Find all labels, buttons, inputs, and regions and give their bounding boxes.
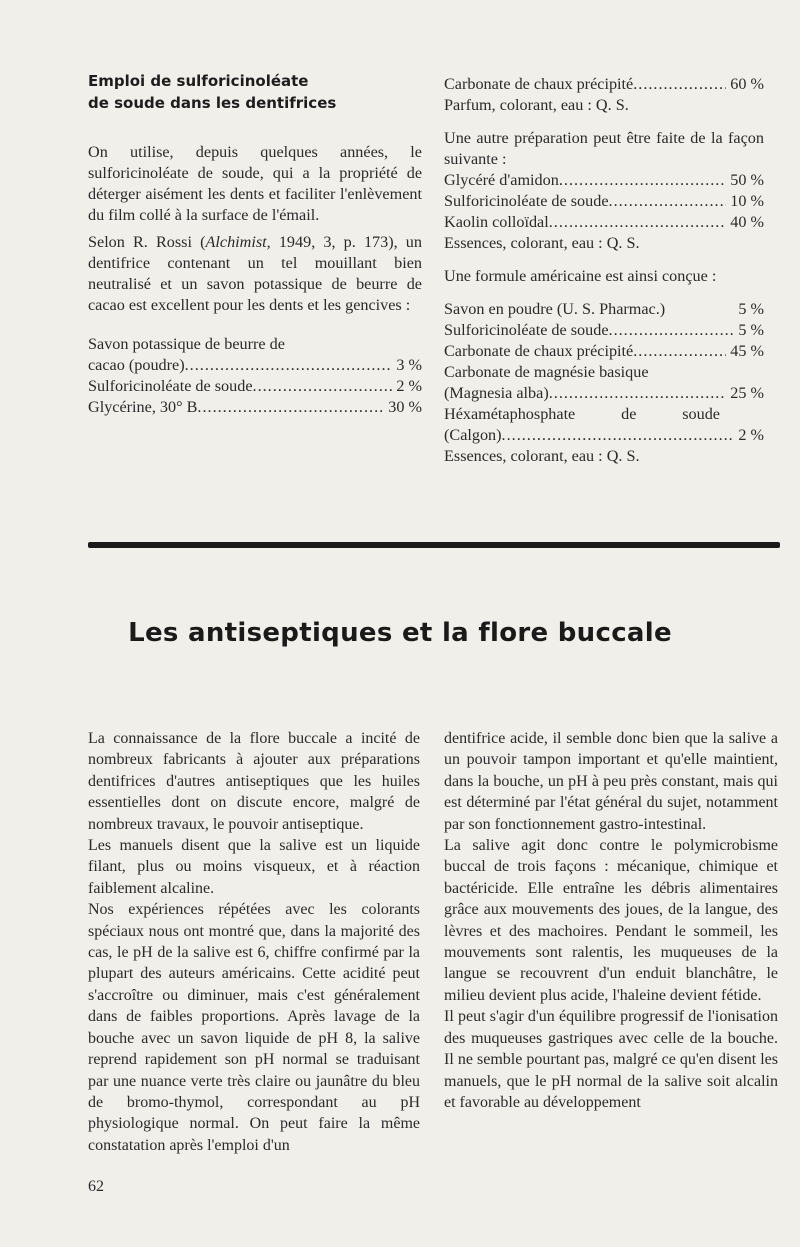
paragraph: Il peut s'agir d'un équilibre progressif de l'ionisation des muqueuses gastriques avec celle de la bouche. Il ne semble pourtant pas, malgré ce qu'en disent les manuels, que le pH normal de la salive soit alcalin et favorable au développement (444, 1008, 778, 1111)
formula-list (444, 299, 764, 362)
formula-ingredient: Sulforicinoléate de soude (444, 321, 609, 339)
formula-line: Essences, colorant, eau : Q. S. (444, 447, 640, 465)
formula-row (444, 170, 764, 191)
formula-ingredient: Savon en poudre (U. S. Pharmac.) (444, 300, 666, 318)
formula-row (88, 376, 422, 397)
formula-ingredient: cacao (poudre) (88, 356, 185, 374)
formula-line: Essences, colorant, eau : Q. S. (444, 234, 640, 252)
leader-dots (633, 74, 726, 95)
formula-line: Carbonate de magnésie basique (444, 363, 649, 381)
formula-amount: 3 % (396, 356, 422, 374)
paragraph: Les manuels disent que la salive est un liquide filant, plus ou moins visqueux, et à réaction faiblement alcaline. (88, 837, 420, 897)
leader-dots (185, 355, 393, 376)
paragraph: On utilise, depuis quelques années, le sulforicinoléate de soude, qui a la propriété de déterger aisément les dents et faciliter l'enlèvement du film collé à la surface de l'émail. (88, 143, 422, 224)
paragraph: La salive agit donc contre le polymicrobisme buccal de trois façons : mécanique, chimique et bactéricide. Elle entraîne les débris alimentaires grâce aux mouvements des joues, de la langue, des lèvres et des machoires. Pendant le sommeil, les mouvements sont ralentis, les muqueuses de la langue se recouvrent d'un enduit blanchâtre, le milieu devient plus acide, l'haleine devient fétide. (444, 837, 778, 1004)
formula-amount: 2 % (738, 426, 764, 444)
paragraph: Une autre préparation peut être faite de la façon suivante : (444, 129, 764, 168)
formula-row (444, 425, 764, 446)
formula-amount: 5 % (738, 300, 764, 318)
formula-ingredient: Sulforicinoléate de soude (88, 377, 253, 395)
citation-suffix: 1949, 3, p. 173), un dentifrice contenant un tel mouillant bien neutralisé et un savon potassique de beurre de cacao est excellent pour les dents et les gencives : (88, 233, 422, 314)
formula-word: soude (682, 405, 720, 423)
formula-ingredient: (Calgon) (444, 426, 502, 444)
section-divider (88, 542, 780, 548)
top-right-column (444, 74, 764, 467)
formula-line (444, 404, 764, 425)
paragraph: La connaissance de la flore buccale a incité de nombreux fabricants à ajouter aux préparations dentifrices d'autres antiseptiques que les huiles essentielles dont on discute encore, malgré de nombreux travaux, le pouvoir antiseptique. (88, 730, 420, 833)
formula-word: Héxamétaphosphate (444, 405, 576, 423)
leader-dots (253, 376, 393, 397)
formula-ingredient: Carbonate de chaux précipité (444, 342, 634, 360)
bottom-right-column (444, 728, 778, 1113)
formula-amount: 45 % (730, 342, 764, 360)
formula-amount: 30 % (388, 398, 422, 416)
paragraph: Une formule américaine est ainsi conçue : (444, 267, 717, 285)
leader-dots (609, 191, 727, 212)
formula-ingredient: (Magnesia alba) (444, 384, 549, 402)
formula-row (88, 355, 422, 376)
paragraph-citation (88, 232, 422, 316)
top-left-column (88, 70, 422, 418)
formula-amount: 2 % (396, 377, 422, 395)
formula-amount: 50 % (730, 171, 764, 189)
section-heading-line2: de soude dans les dentifrices (88, 94, 337, 112)
formula-row (444, 212, 764, 233)
bottom-left-column (88, 728, 420, 1156)
formula-ingredient: Glycéré d'amidon (444, 171, 559, 189)
formula-list (444, 170, 764, 233)
citation-prefix: Selon R. Rossi ( (88, 233, 206, 251)
page-number: 62 (88, 1178, 104, 1195)
paragraph: Nos expériences répétées avec les colorants spéciaux nous ont montré que, dans la majorité des cas, le pH de la salive est 6, chiffre confirmé par la plupart des auteurs américains. Cette acidité peut s'accroître ou diminuer, mais c'est généralement dans de faibles proportions. Après lavage de la bouche avec un savon liquide de pH 8, la salive reprend rapidement son pH normal se traduisant par une nuance verte très claire ou jaunâtre du bleu de bromo-thymol, correspondant au pH physiologique normal. On peut faire la même constatation après l'emploi d'un (88, 901, 420, 1154)
formula-list (444, 425, 764, 446)
formula-row (88, 397, 422, 418)
leader-dots (197, 397, 384, 418)
formula-amount: 40 % (730, 213, 764, 231)
formula-row (444, 320, 764, 341)
formula-row (444, 383, 764, 404)
formula-ingredient: Carbonate de chaux précipité (444, 75, 634, 93)
citation-journal: Alchimist, (205, 233, 271, 251)
formula-row (444, 191, 764, 212)
formula-amount: 60 % (730, 75, 764, 93)
formula-list (88, 355, 422, 418)
formula-ingredient: Sulforicinoléate de soude (444, 192, 609, 210)
formula-row (444, 341, 764, 362)
formula-line: Savon potassique de beurre de (88, 335, 285, 353)
formula-ingredient: Kaolin colloïdal (444, 213, 549, 231)
formula-amount: 10 % (730, 192, 764, 210)
leader-dots (559, 170, 726, 191)
section-title: Les antiseptiques et la flore buccale (128, 618, 672, 648)
leader-dots (549, 212, 727, 233)
leader-dots (549, 383, 727, 404)
formula-row (444, 299, 764, 320)
formula-word: de (621, 405, 637, 423)
section-heading-line1: Emploi de sulforicinoléate (88, 72, 309, 90)
formula-row (444, 74, 764, 95)
formula-line: Parfum, colorant, eau : Q. S. (444, 96, 629, 114)
paragraph: dentifrice acide, il semble donc bien que la salive a un pouvoir tampon important et qu'elle maintient, dans la bouche, un pH à peu près constant, mais qui est déterminé par l'état général du sujet, notamment par son fonctionnement gastro-intestinal. (444, 730, 778, 833)
formula-amount: 25 % (730, 384, 764, 402)
leader-dots (609, 320, 735, 341)
formula-list (444, 383, 764, 404)
leader-dots (502, 425, 735, 446)
formula-ingredient: Glycérine, 30° B (88, 398, 198, 416)
leader-dots (633, 341, 726, 362)
formula-amount: 5 % (738, 321, 764, 339)
formula-list (444, 74, 764, 95)
